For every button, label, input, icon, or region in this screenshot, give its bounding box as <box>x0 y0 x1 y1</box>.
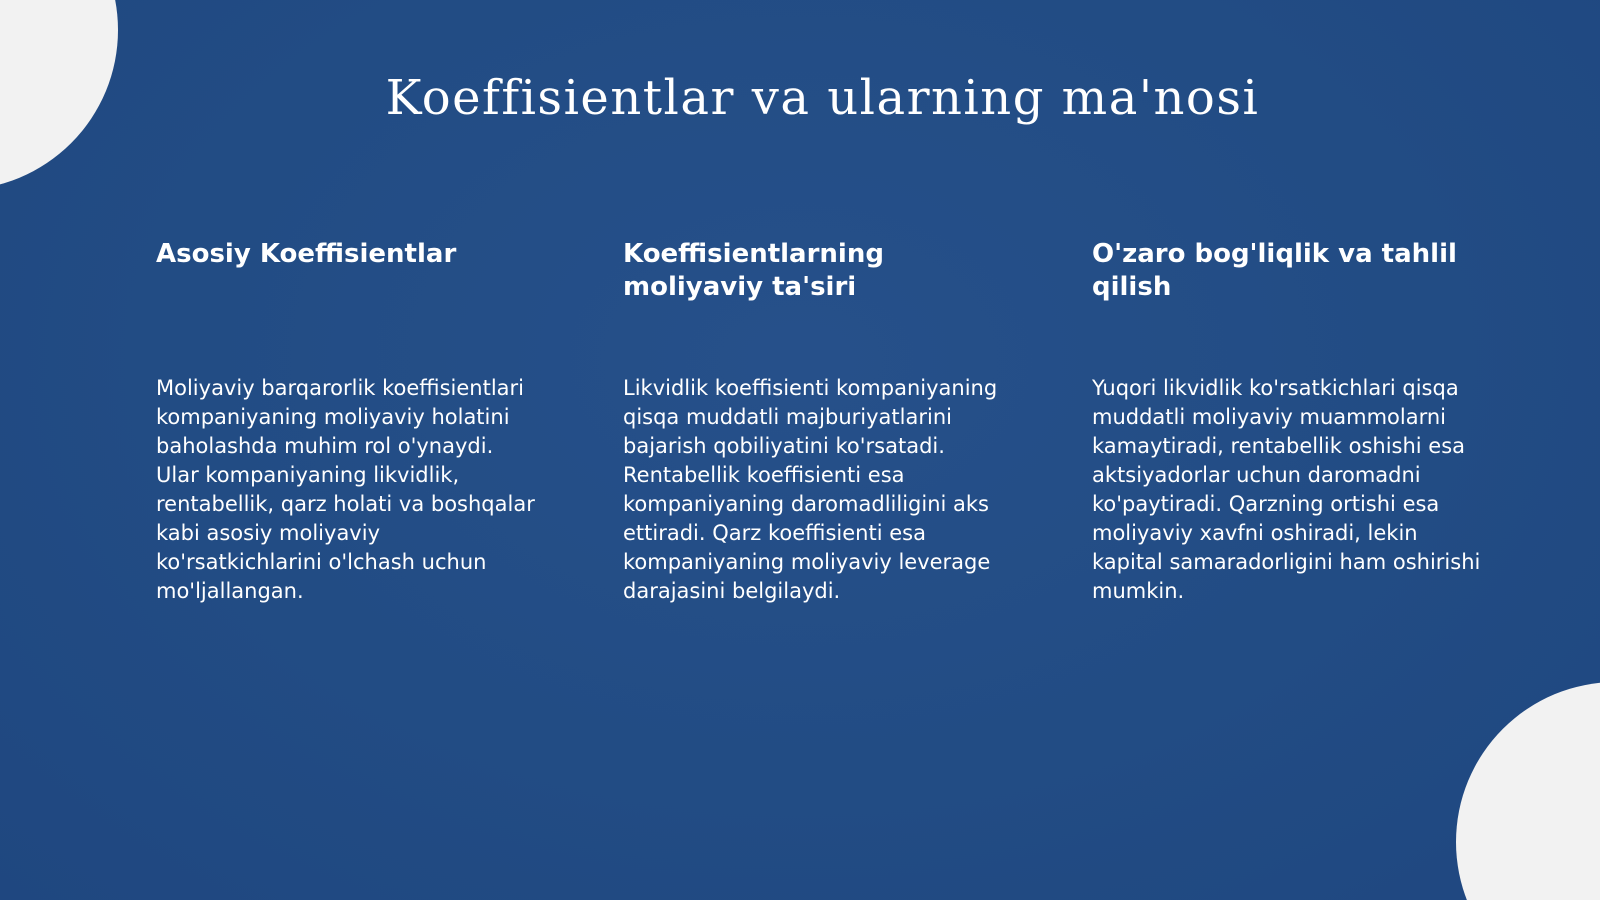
column-body: Yuqori likvidlik ko'rsatkichlari qisqa muddatli moliyaviy muammolarni kamaytiradi, rentabellik oshishi esa aktsiyadorlar uchun daromadni ko'paytiradi. Qarzning ortishi esa moliyaviy xavfni oshiradi, lekin kapital samaradorligini ham oshirishi mumkin. <box>1092 376 1481 603</box>
column-heading: Koeffisientlarning moliyaviy ta'siri <box>623 239 884 302</box>
column-moliyaviy-tasiri <box>623 238 1033 606</box>
column-body: Likvidlik koeffisienti kompaniyaning qisqa muddatli majburiyatlarini bajarish qobiliyatini ko'rsatadi. Rentabellik koeffisienti esa kompaniyaning daromadliligini aks ettiradi. Qarz koeffisienti esa kompaniyaning moliyaviy leverage darajasini belgilaydi. <box>623 376 998 603</box>
column-heading: O'zaro bog'liqlik va tahlil qilish <box>1092 239 1457 302</box>
column-body: Moliyaviy barqarorlik koeffisientlari kompaniyaning moliyaviy holatini baholashda muhim rol o'ynaydi. Ular kompaniyaning likvidlik, rentabellik, qarz holati va boshqalar kabi asosiy moliyaviy ko'rsatkichlarini o'lchash uchun mo'ljallangan. <box>156 376 535 603</box>
column-asosiy-koeffisientlar <box>156 238 536 606</box>
decorative-circle-bottom-right <box>1456 682 1600 900</box>
column-ozaro-bogliqlik <box>1092 238 1492 606</box>
slide-title: Koeffisientlar va ularning ma'nosi <box>385 70 1260 126</box>
column-heading: Asosiy Koeffisientlar <box>156 239 457 269</box>
